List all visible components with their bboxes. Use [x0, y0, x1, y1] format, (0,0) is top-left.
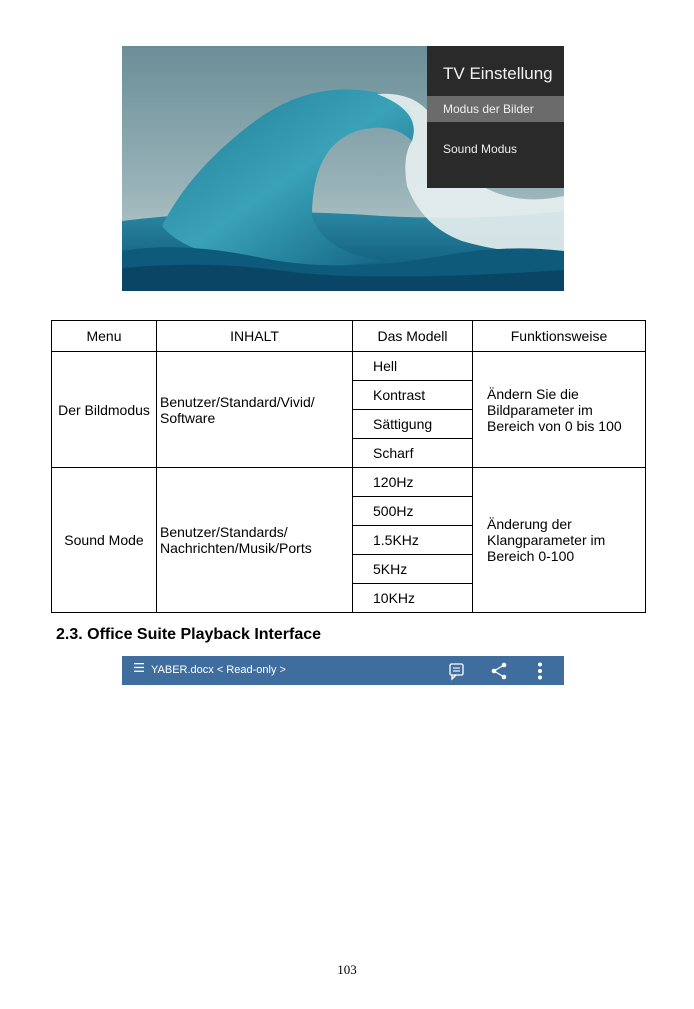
tv-menu-title: TV Einstellung: [443, 64, 553, 83]
menu-cell: Der Bildmodus: [52, 352, 157, 468]
tv-menu-item-picture-mode[interactable]: Modus der Bilder: [427, 96, 564, 122]
more-vertical-icon[interactable]: [530, 661, 550, 681]
document-title: YABER.docx < Read-only >: [151, 664, 286, 676]
model-cell: Sättigung: [353, 410, 473, 439]
table-header: INHALT: [157, 321, 353, 352]
tv-settings-menu: [427, 46, 564, 188]
office-toolbar: [122, 656, 564, 685]
page-number: 103: [337, 962, 357, 977]
content-cell: Benutzer/Standards/ Nachrichten/Musik/Ports: [157, 468, 353, 613]
settings-table: [51, 320, 646, 613]
table-header: Funktionsweise: [473, 321, 646, 352]
function-cell: Ändern Sie die Bildparameter im Bereich von 0 bis 100: [473, 352, 646, 468]
model-cell: 10KHz: [353, 584, 473, 613]
menu-cell: Sound Mode: [52, 468, 157, 613]
table-row: [52, 468, 646, 497]
tv-menu-item-sound-mode[interactable]: Sound Modus: [443, 142, 518, 156]
model-cell: Hell: [353, 352, 473, 381]
table-header: Menu: [52, 321, 157, 352]
table-header-row: [52, 321, 646, 352]
comment-icon[interactable]: [447, 661, 467, 681]
model-cell: 1.5KHz: [353, 526, 473, 555]
table-row: [52, 352, 646, 381]
model-cell: 5KHz: [353, 555, 473, 584]
function-cell: Änderung der Klangparameter im Bereich 0-100: [473, 468, 646, 613]
menu-icon[interactable]: [134, 663, 144, 672]
share-icon[interactable]: [489, 661, 509, 681]
model-cell: 500Hz: [353, 497, 473, 526]
model-cell: Scharf: [353, 439, 473, 468]
tv-screen-image: [122, 46, 564, 291]
content-cell: Benutzer/Standard/Vivid/ Software: [157, 352, 353, 468]
section-heading: 2.3. Office Suite Playback Interface: [56, 626, 322, 643]
table-header: Das Modell: [353, 321, 473, 352]
model-cell: 120Hz: [353, 468, 473, 497]
model-cell: Kontrast: [353, 381, 473, 410]
